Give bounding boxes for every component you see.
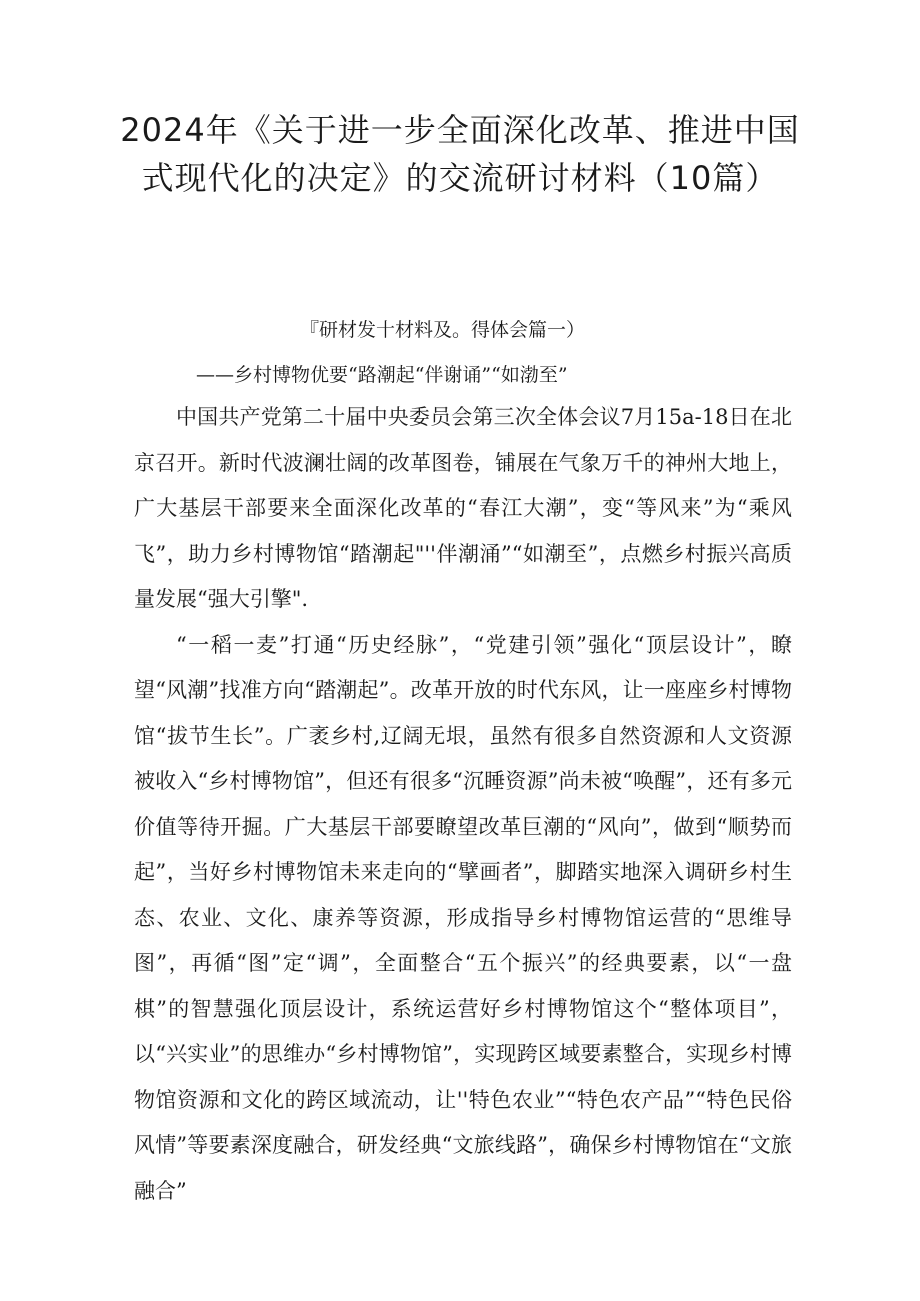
section-heading: 『研材发十材料及。得体会篇一） <box>300 319 586 341</box>
document-title: 2024年《关于进一步全面深化改革、推进中国式现代化的决定》的交流研讨材料（10篇） <box>120 111 800 197</box>
section-subtitle: ——乡村博物优要“路潮起“伴谢诵”“如渤至” <box>196 364 568 386</box>
body-paragraph-2: “一稻一麦”打通“历史经脉”，“党建引领”强化“顶层设计”，瞭望“风潮”找准方向“踏潮起”。改革开放的时代东风，让一座座乡村博物馆“拔节生长”。广袤乡村,辽阔无垠，虽然有很多自然资源和人文资源被收入“乡村博物馆”，但还有很多“沉睡资源”尚未被“唤醒”，还有多元价值等待开掘。广大基层干部要瞭望改革巨潮的“风向”，做到“顺势而起”，当好乡村博物馆未来走向的“擘画者”，脚踏实地深入调研乡村生态、农业、文化、康养等资源，形成指导乡村博物馆运营的“思维导图”，再循“图”定“调”，全面整合“五个振兴”的经典要素，以“一盘棋”的智慧强化顶层设计，系统运营好乡村博物馆这个“整体项目”，以“兴实业”的思维办“乡村博物馆”，实现跨区域要素整合，实现乡村博物馆资源和文化的跨区域流动，让''特色农业”“特色农产品”“特色民俗风情”等要素深度融合，研发经典“文旅线路”，确保乡村博物馆在“文旅融合” <box>134 632 792 1203</box>
body-paragraph-1: 中国共产党第二十届中央委员会第三次全体会议7月15a-18日在北京召开。新时代波澜壮阔的改革图卷，铺展在气象万千的神州大地上，广大基层干部要来全面深化改革的“春江大潮”，变“等风来”为“乘风飞”，助力乡村博物馆“踏潮起"''伴潮涌”“如潮至”，点燃乡村振兴高质量发展“强大引擎". <box>134 405 792 611</box>
document-body <box>134 395 792 1214</box>
